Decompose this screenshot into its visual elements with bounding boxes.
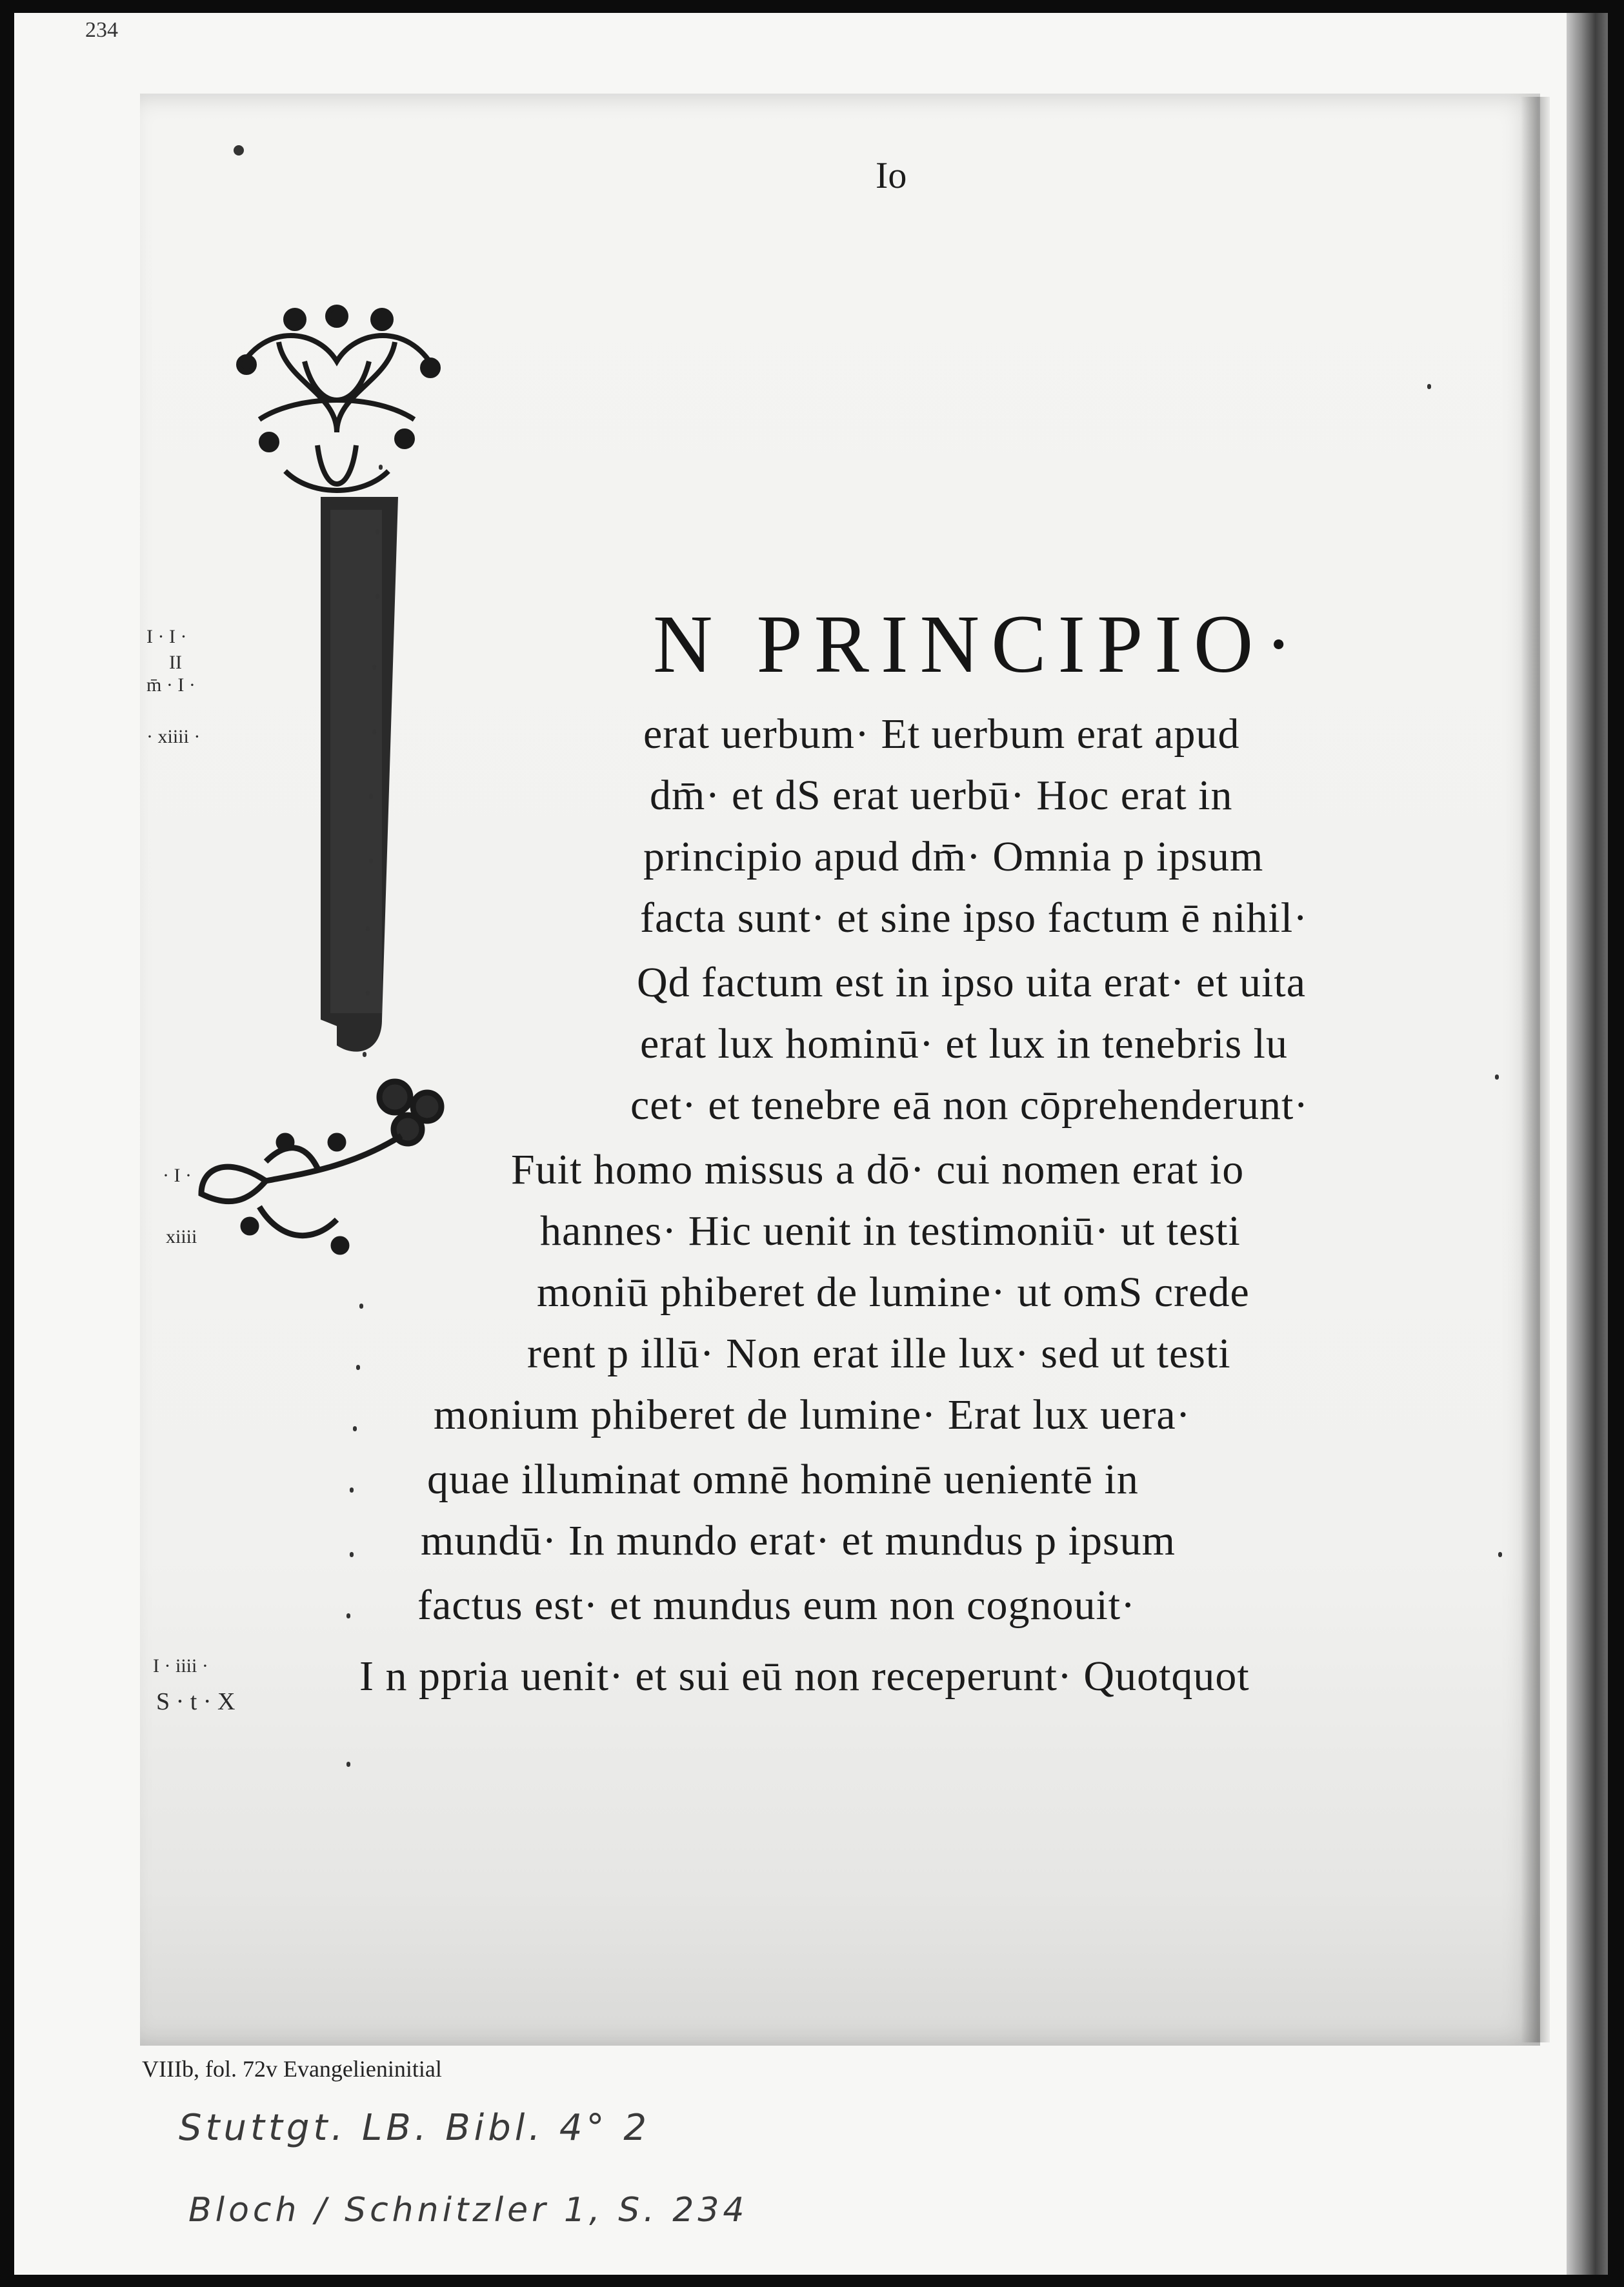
initial-crown-ornament	[239, 307, 438, 490]
plate-shadow	[1521, 97, 1550, 2042]
text-line: Fuit homo missus a dō· cui nomen erat io	[511, 1146, 1245, 1193]
ruling-dot	[346, 1762, 350, 1767]
figure-caption: VIIIb, fol. 72v Evangelieninitial	[142, 2056, 442, 2082]
ruling-dot	[1427, 384, 1431, 389]
margin-note: II	[169, 652, 182, 673]
ruling-dot	[366, 991, 370, 996]
ruling-dot	[1495, 1074, 1499, 1080]
text-line: erat lux hominū· et lux in tenebris lu	[640, 1020, 1288, 1067]
text-line: dm̄· et dS erat uerbū· Hoc erat in	[650, 772, 1233, 819]
margin-note: · xiiii ·	[146, 726, 201, 747]
ruling-dot	[372, 665, 376, 670]
initial-foot-ornament	[201, 1082, 441, 1252]
ruling-dot	[350, 1552, 354, 1557]
text-line: rent p illū· Non erat ille lux· sed ut testi	[527, 1330, 1231, 1377]
margin-note: I · iiii ·	[153, 1655, 208, 1677]
section-mark: Io	[876, 154, 907, 196]
margin-note: · I ·	[163, 1165, 192, 1186]
binding-edge	[1567, 13, 1608, 2275]
ruling-dot	[234, 145, 244, 156]
ruling-dot	[356, 1365, 360, 1370]
margin-note: xiiii	[166, 1226, 197, 1247]
ruling-dot	[363, 1052, 366, 1057]
text-line: cet· et tenebre eā non cōprehenderunt·	[630, 1082, 1309, 1129]
ruling-dot	[372, 729, 376, 734]
ruling-dot	[350, 1487, 354, 1493]
ruling-dot	[353, 1426, 357, 1431]
ruling-dot	[359, 1304, 363, 1309]
ruling-dot	[379, 465, 383, 470]
text-line: facta sunt· et sine ipso factum ē nihil·	[640, 894, 1308, 942]
ruling-dot	[346, 1613, 350, 1618]
margin-note: S · t · X	[156, 1688, 236, 1715]
handwritten-shelfmark: Stuttgt. LB. Bibl. 4° 2	[179, 2107, 650, 2149]
scanned-page	[14, 13, 1608, 2275]
ruling-dot	[376, 529, 379, 534]
text-line: mundū· In mundo erat· et mundus p ipsum	[421, 1517, 1176, 1564]
ruling-dot	[376, 594, 379, 599]
decorated-initial-i	[188, 303, 550, 1271]
text-line: factus est· et mundus eum non cognouit·	[417, 1582, 1136, 1629]
incipit-heading: N PRINCIPIO·	[653, 598, 1304, 690]
ruling-dot	[369, 858, 373, 863]
text-line: I n ppria uenit· et sui eū non receperunt· Quotquot	[359, 1653, 1250, 1700]
text-line: erat uerbum· Et uerbum erat apud	[643, 710, 1240, 758]
text-line: quae illuminat omnē hominē uenientē in	[427, 1456, 1139, 1503]
text-line: monium phiberet de lumine· Erat lux uera·	[434, 1391, 1191, 1438]
handwritten-reference: Bloch / Schnitzler 1, S. 234	[188, 2191, 748, 2230]
ruling-dot	[369, 794, 373, 799]
text-line: principio apud dm̄· Omnia p ipsum	[643, 833, 1264, 880]
text-line: hannes· Hic uenit in testimoniū· ut testi	[540, 1207, 1241, 1254]
text-line: Qd factum est in ipso uita erat· et uita	[637, 959, 1307, 1006]
ruling-dot	[1498, 1552, 1502, 1557]
text-line: moniū phiberet de lumine· ut omS crede	[537, 1269, 1250, 1316]
margin-note: I · I ·	[146, 626, 187, 647]
ruling-dot	[366, 926, 370, 931]
page-number: 234	[85, 18, 118, 42]
margin-note: m̄ · I ·	[146, 674, 195, 696]
